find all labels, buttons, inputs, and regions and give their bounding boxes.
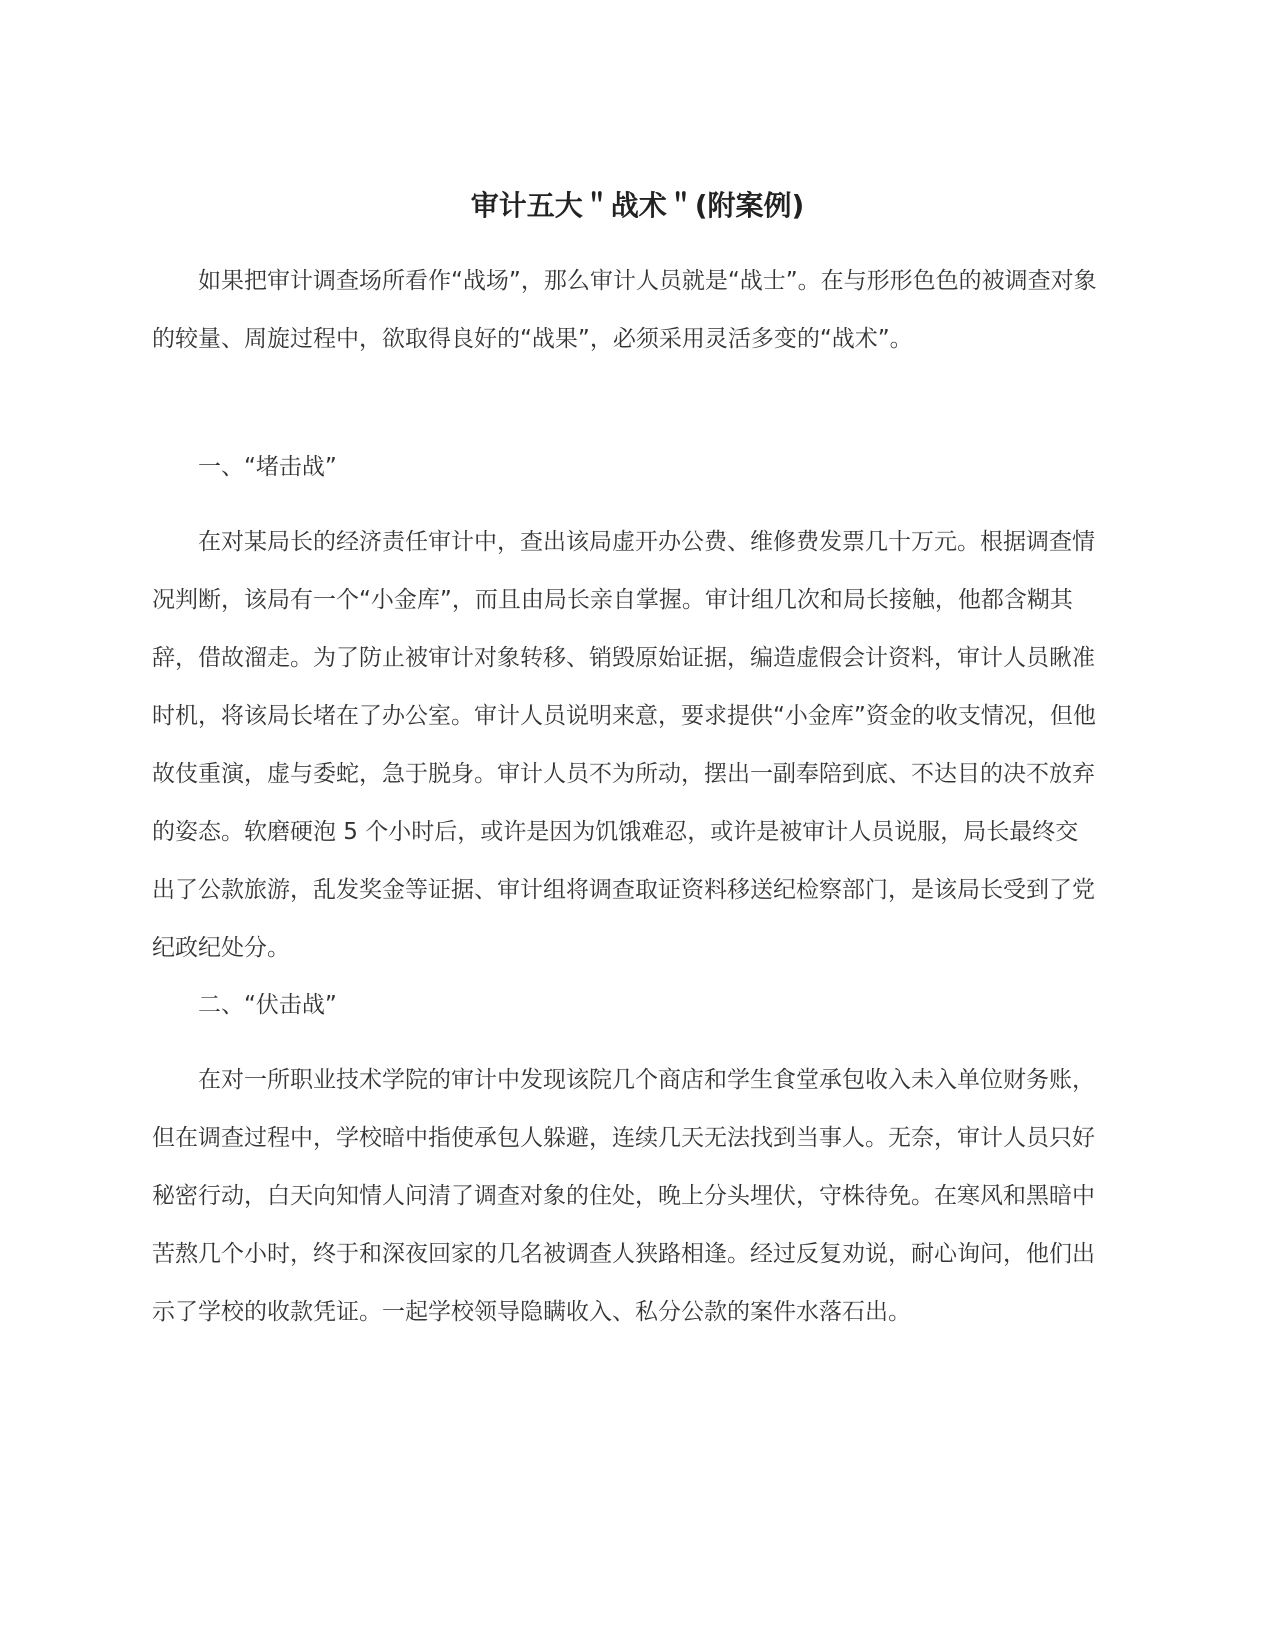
intro-block bbox=[152, 252, 1100, 368]
section-paragraph: 在对某局长的经济责任审计中，查出该局虚开办公费、维修费发票几十万元。根据调查情况判断，该局有一个“小金库”，而且由局长亲自掌握。审计组几次和局长接触，他都含糊其辞，借故溜走。为了防止被审计对象转移、销毁原始证据，编造虚假会计资料，审计人员瞅准时机，将该局长堵在了办公室。审计人员说明来意，要求提供“小金库”资金的收支情况，但他故伎重演，虚与委蛇，急于脱身。审计人员不为所动，摆出一副奉陪到底、不达目的决不放弃的姿态。软磨硬泡 5 个小时后，或许是因为饥饿难忍，或许是被审计人员说服，局长最终交出了公款旅游，乱发奖金等证据、审计组将调查取证资料移送纪检察部门，是该局长受到了党纪政纪处分。 bbox=[152, 529, 1096, 961]
section-heading: 二、“伏击战” bbox=[198, 992, 337, 1018]
section-2-body-block bbox=[152, 1051, 1100, 1341]
section-1-heading-block bbox=[152, 438, 1100, 496]
section-heading: 一、“堵击战” bbox=[198, 454, 337, 480]
intro-paragraph: 如果把审计调查场所看作“战场”，那么审计人员就是“战士”。在与形形色色的被调查对象的较量、周旋过程中，欲取得良好的“战果”，必须采用灵活多变的“战术”。 bbox=[152, 268, 1097, 352]
section-paragraph: 在对一所职业技术学院的审计中发现该院几个商店和学生食堂承包收入未入单位财务账，但在调查过程中，学校暗中指使承包人躲避，连续几天无法找到当事人。无奈，审计人员只好秘密行动，白天向知情人问清了调查对象的住处，晚上分头埋伏，守株待免。在寒风和黑暗中苦熬几个小时，终于和深夜回家的几名被调查人狭路相逢。经过反复劝说，耐心询问，他们出示了学校的收款凭证。一起学校领导隐瞒收入、私分公款的案件水落石出。 bbox=[152, 1067, 1095, 1325]
section-2-heading-block bbox=[152, 976, 1100, 1034]
section-1-body-block bbox=[152, 513, 1100, 977]
document-title: 审计五大＂战术＂(附案例) bbox=[470, 189, 805, 222]
